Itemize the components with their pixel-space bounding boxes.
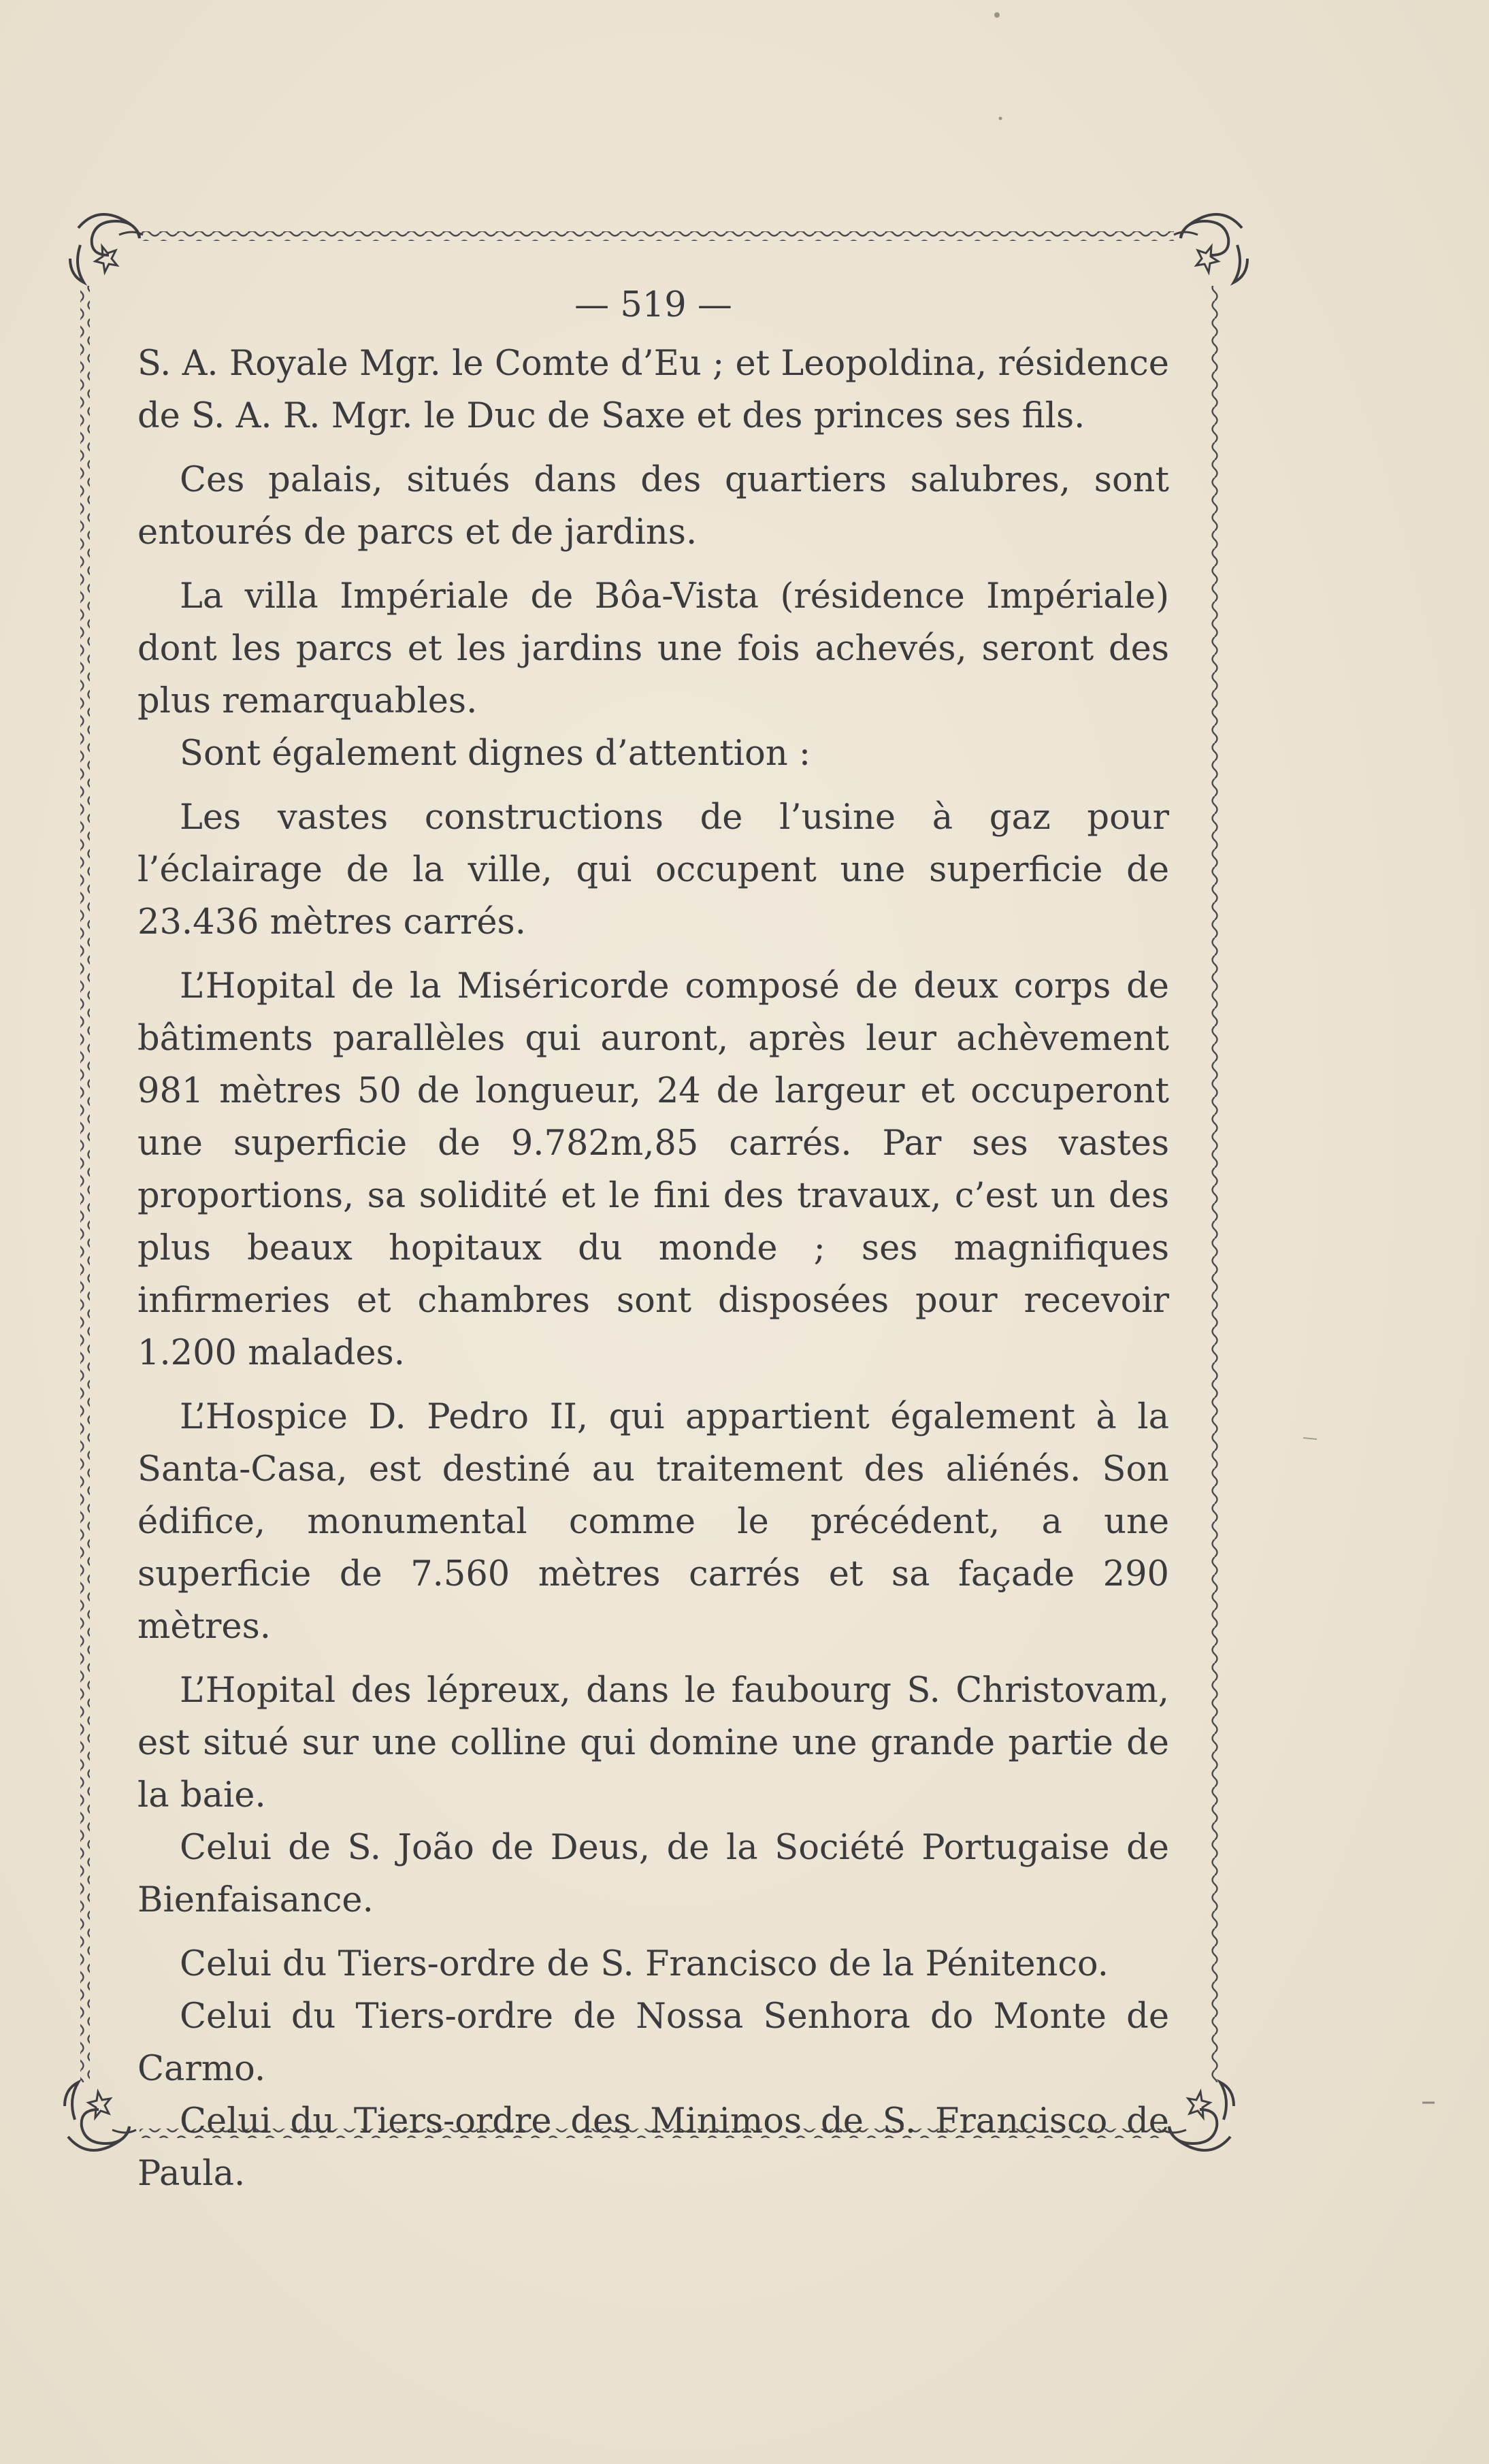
border-top <box>140 231 1174 241</box>
paragraph-palais: Ces palais, situés dans des quartiers salubres, sont entourés de parcs et de jardins. <box>137 460 1169 553</box>
paragraph-minimos: Celui du Tiers-ordre des Minimos de S. Francisco de Paula. <box>137 2101 1169 2194</box>
paragraph-hospice-pedro: L’Hospice D. Pedro II, qui appartient également à la Santa-Casa, est destiné au traitement des aliénés. Son édifice, monumental comme le précédent, a une superficie de 7.560 mètres carrés et sa façade 290 mètres. <box>137 1397 1169 1647</box>
paragraph-hopital-lepreux: L’Hopital des lépreux, dans le faubourg S. Christovam, est situé sur une colline qui domine une grande partie de la baie. <box>137 1671 1169 1816</box>
paragraph-monte-carmo: Celui du Tiers-ordre de Nossa Senhora do Monte de Carmo. <box>137 1997 1169 2089</box>
page-number: — 519 — <box>574 285 732 325</box>
paragraph-hopital-misericorde: L’Hopital de la Miséricorde composé de deux corps de bâtiments parallèles qui auront, après leur achèvement 981 mètres 50 de longueur, 24 de largeur et occuperont une superficie de 9.782m,85 carrés. Par ses vastes proportions, sa solidité et le fini des travaux, c’est un des plus beaux hopitaux du monde ; ses magnifiques infirmeries et chambres sont disposées pour recevoir 1.200 malades. <box>137 966 1169 1373</box>
corner-ornament-top-left <box>70 214 143 282</box>
page-body <box>137 272 1169 2200</box>
corner-ornament-bottom-left <box>65 2082 136 2150</box>
paragraph-francisco-penitence: Celui du Tiers-ordre de S. Francisco de la Pénitenco. <box>180 1944 1109 1984</box>
border-right <box>1210 286 1220 2082</box>
border-left <box>80 286 90 2082</box>
paragraph-joao-deus: Celui de S. João de Deus, de la Société Portugaise de Bienfaisance. <box>137 1828 1169 1920</box>
paragraph-villa-imperiale: La villa Impériale de Bôa-Vista (résidence Impériale) dont les parcs et les jardins une fois achevés, seront des plus remarquables. <box>137 576 1169 721</box>
paragraph-attention: Sont également dignes d’attention : <box>180 734 811 774</box>
paragraph-usine-gaz: Les vastes constructions de l’usine à gaz pour l’éclairage de la ville, qui occupent une superficie de 23.436 mètres carrés. <box>137 798 1169 942</box>
corner-ornament-top-right <box>1174 214 1247 282</box>
corner-ornament-bottom-right <box>1162 2082 1234 2150</box>
paragraph-continuation: S. A. Royale Mgr. le Comte d’Eu ; et Leopoldina, résidence de S. A. R. Mgr. le Duc de Saxe et des princes ses fils. <box>137 344 1169 436</box>
